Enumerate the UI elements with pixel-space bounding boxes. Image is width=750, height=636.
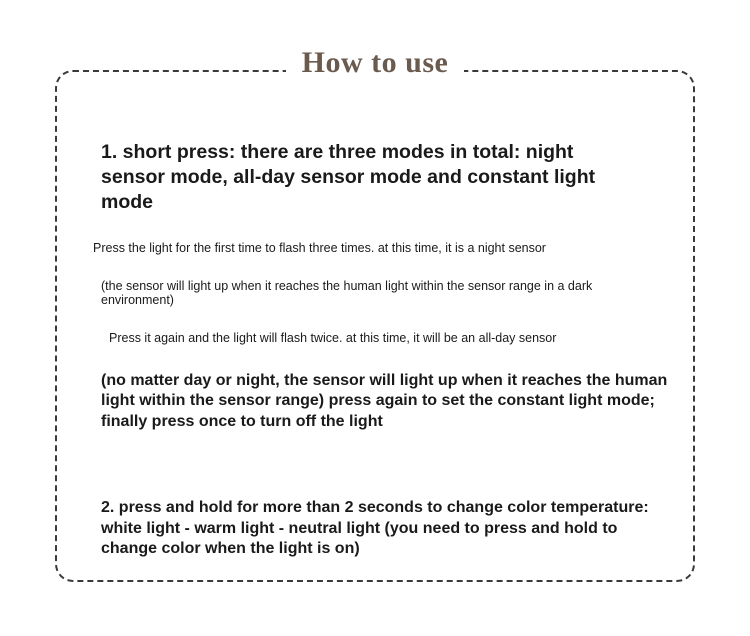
instruction-card bbox=[55, 46, 695, 582]
instruction-content bbox=[57, 72, 693, 580]
constant-light-paragraph: (no matter day or night, the sensor will light up when it reaches the human light within the sensor range) press again to set the constant light mode; finally press once to turn off the light bbox=[101, 371, 668, 430]
page-title-text: How to use bbox=[286, 46, 465, 80]
color-temperature-heading: 2. press and hold for more than 2 seconds to change color temperature: white light - warm light - neutral light (you need to press and hold to change color when the light is on) bbox=[101, 499, 649, 558]
mode-heading: 1. short press: there are three modes in total: night sensor mode, all-day sensor mode and constant light mode bbox=[101, 141, 596, 213]
night-sensor-line: Press the light for the first time to flash three times. at this time, it is a night sensor bbox=[93, 240, 546, 255]
all-day-sensor-line: Press it again and the light will flash twice. at this time, it will be an all-day sensor bbox=[109, 330, 557, 345]
dark-environment-note: (the sensor will light up when it reaches the human light within the sensor range in a dark environment) bbox=[101, 278, 593, 307]
